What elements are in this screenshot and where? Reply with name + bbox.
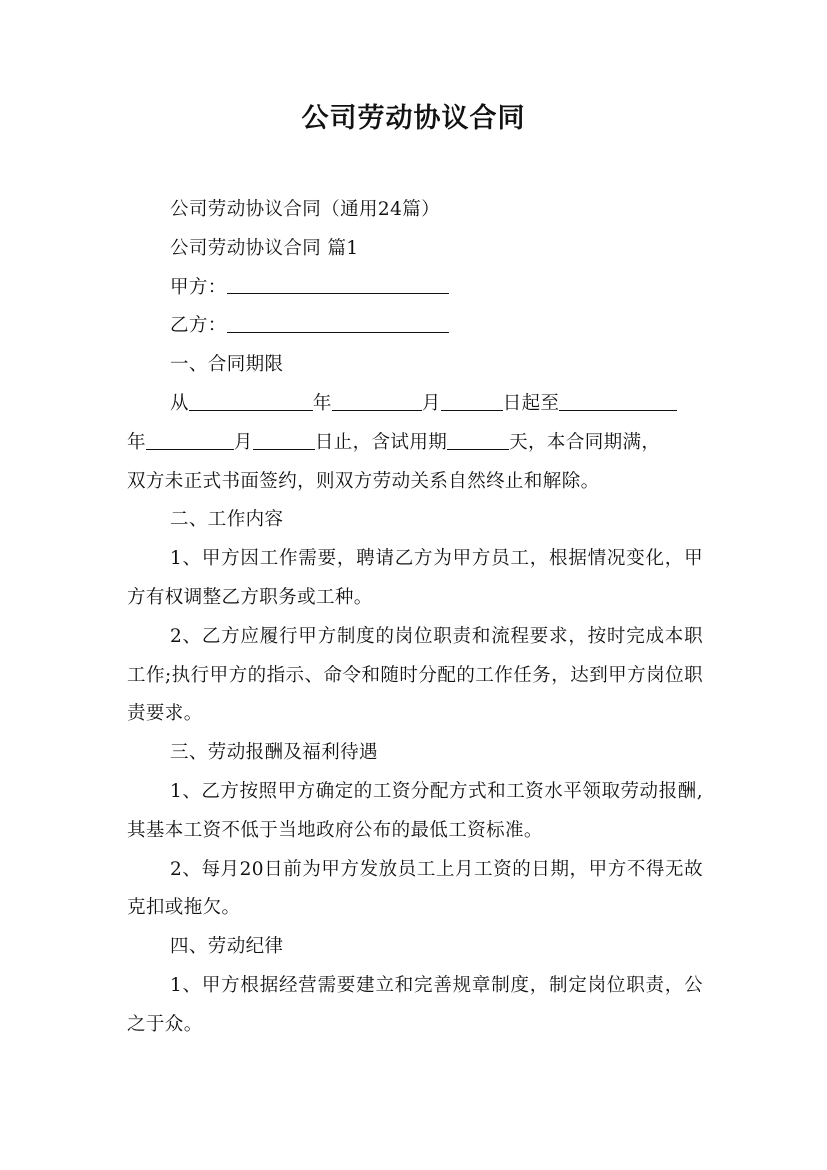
term-from-text: 从 [170, 392, 189, 414]
term2-day-end-text: 日止，含试用期 [314, 431, 448, 453]
work-clause-2: 2、乙方应履行甲方制度的岗位职责和流程要求，按时完成本职工作;执行甲方的指示、命令和随时分配的工作任务，达到甲方岗位职责要求。 [127, 625, 703, 725]
party-b-label: 乙方： [170, 315, 227, 337]
party-b-line [127, 307, 703, 346]
term2-month-text: 月 [233, 431, 253, 453]
pay-clause-2: 2、每月20日前为甲方发放员工上月工资的日期，甲方不得无故克扣或拖欠。 [127, 858, 703, 919]
blank-probation-days [447, 429, 509, 449]
pay-clause-1: 1、乙方按照甲方确定的工资分配方式和工资水平领取劳动报酬,其基本工资不低于当地政府公布的最低工资标准。 [127, 780, 703, 841]
blank-end-day [253, 429, 315, 449]
party-b-blank [227, 313, 449, 333]
section-heading-discipline: 四、劳动纪律 [170, 936, 284, 958]
term-line-2 [127, 424, 703, 463]
section-heading-work: 二、工作内容 [170, 509, 284, 531]
term-line-3: 双方未正式书面签约，则双方劳动关系自然终止和解除。 [127, 470, 600, 492]
term-day-to-text: 日起至 [502, 392, 560, 414]
term-line-1 [127, 385, 703, 424]
blank-start-year [189, 390, 313, 410]
blank-end-month [146, 429, 234, 449]
party-a-blank [227, 274, 449, 294]
term-month-text: 月 [421, 392, 441, 414]
party-a-line [127, 269, 703, 308]
blank-end-year [559, 390, 677, 410]
party-a-label: 甲方： [170, 276, 227, 298]
discipline-clause-1: 1、甲方根据经营需要建立和完善规章制度，制定岗位职责，公之于众。 [127, 974, 703, 1035]
term-year-text: 年 [312, 392, 332, 414]
term2-tail-text: 天，本合同期满， [509, 431, 661, 453]
term2-year-text: 年 [127, 431, 146, 453]
section-heading-pay: 三、劳动报酬及福利待遇 [170, 742, 378, 764]
blank-start-day [441, 390, 503, 410]
document-title: 公司劳动协议合同 [301, 103, 526, 134]
part-heading: 公司劳动协议合同 篇1 [170, 237, 359, 259]
subtitle: 公司劳动协议合同（通用24篇） [170, 199, 441, 220]
blank-start-month [332, 390, 422, 410]
section-heading-term: 一、合同期限 [170, 354, 284, 376]
work-clause-1: 1、甲方因工作需要，聘请乙方为甲方员工，根据情况变化，甲方有权调整乙方职务或工种。 [127, 548, 703, 608]
document-body [127, 191, 703, 1045]
